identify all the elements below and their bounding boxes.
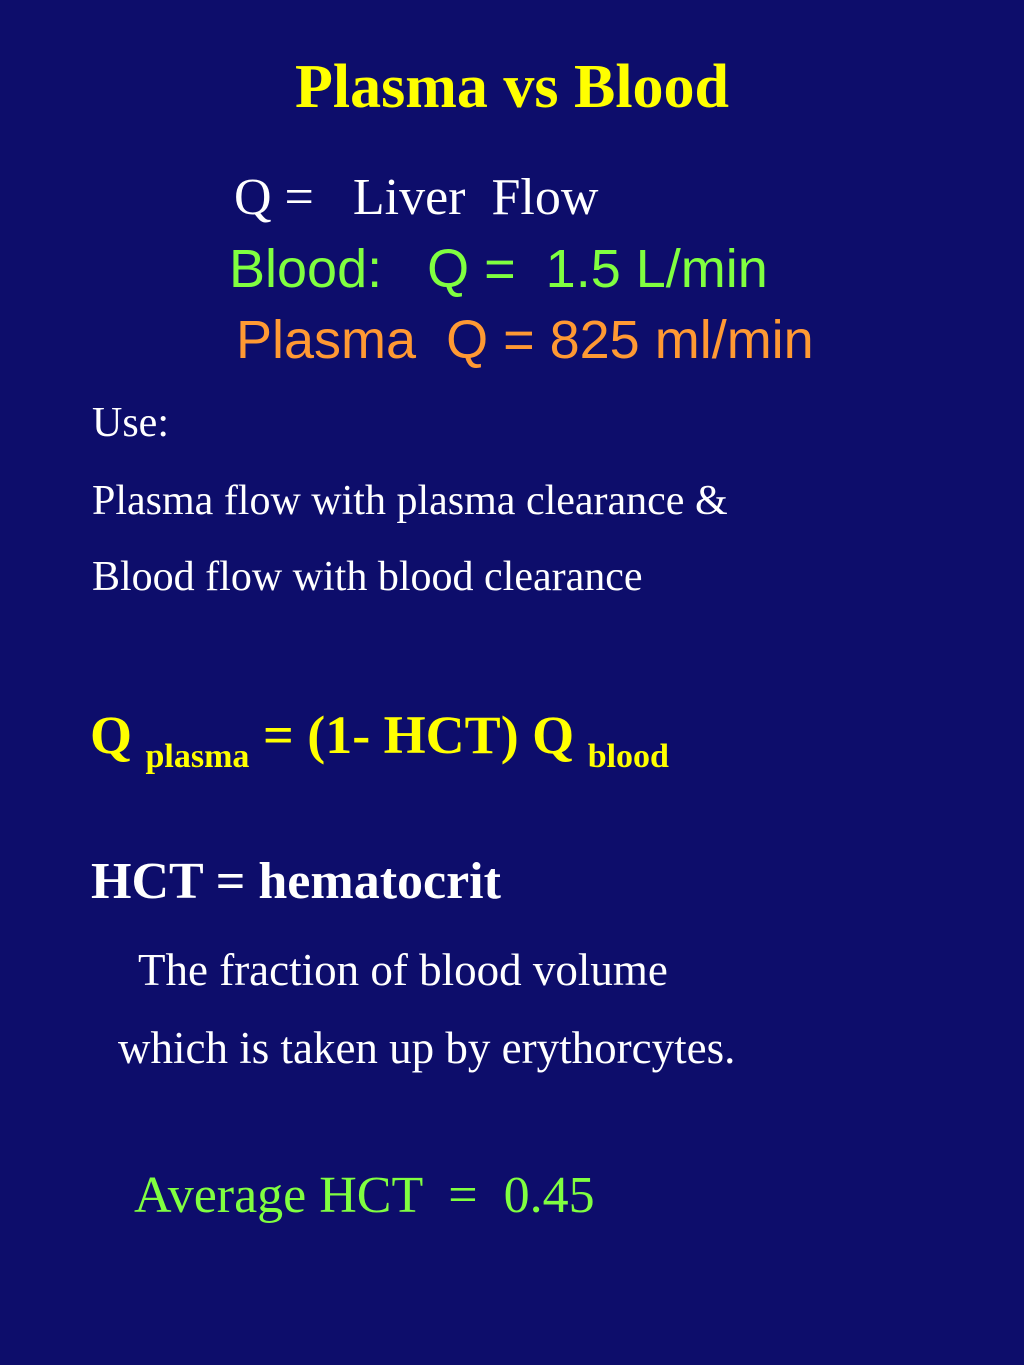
hct-definition: HCT = hematocrit [91,853,501,910]
use-line-plasma: Plasma flow with plasma clearance & [92,478,728,524]
plasma-flow-formula [90,705,669,775]
average-hct: Average HCT = 0.45 [134,1167,595,1224]
use-line-blood: Blood flow with blood clearance [92,554,643,600]
hct-description-line-2: which is taken up by erythorcytes. [118,1023,736,1073]
hct-description-line-1: The fraction of blood volume [138,945,668,995]
formula-q: Q [90,705,146,765]
formula-middle: = (1- HCT) Q [249,705,588,765]
formula-subscript-blood: blood [587,738,669,775]
use-heading: Use: [92,400,169,446]
liver-flow-line: Q = Liver Flow [234,169,599,226]
blood-flow-line: Blood: Q = 1.5 L/min [229,239,768,299]
slide-title: Plasma vs Blood [294,53,730,121]
plasma-flow-line: Plasma Q = 825 ml/min [236,310,814,370]
formula-subscript-plasma: plasma [145,738,250,775]
